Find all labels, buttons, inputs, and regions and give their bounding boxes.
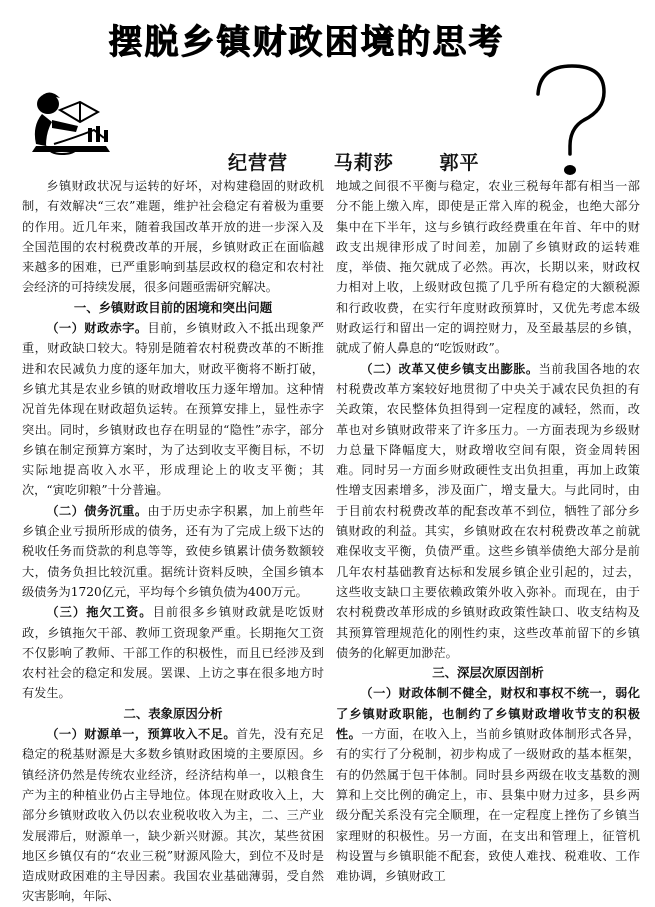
paragraph bbox=[22, 602, 324, 703]
person-reading-illustration bbox=[24, 86, 116, 166]
article-title: 摆脱乡镇财政困境的思考 bbox=[108, 22, 504, 62]
paragraph bbox=[22, 724, 324, 907]
paragraph-body: 首先，没有充足稳定的税基财源是大多数乡镇财政困境的主要原因。乡镇经济仍然是传统农业经济，经济结构单一，以粮食生产为主的种植业仍占主导地位。体现在财政收入上，大部分乡镇财政收入仍以农业税收收入为主，二、三产业发展滞后，财源单一，缺少新兴财源。其次，某些贫困地区乡镇仅有的“农业三税”财源风险大，到位不及时是造成财政困难的主导因素。我国农业基础薄弱，受自然灾害影响，年际、 bbox=[22, 727, 325, 904]
paragraph bbox=[336, 683, 640, 886]
author-name: 纪营营 bbox=[228, 152, 289, 174]
paragraph-lead: （一）财政赤字。 bbox=[46, 321, 148, 336]
right-column bbox=[336, 176, 640, 884]
intro-paragraph: 乡镇财政状况与运转的好坏，对构建稳固的财政机制，有效解决“三农”难题，维护社会稳定有着极为重要的作用。近几年来，随着我国改革开放的进一步深入及全国范围的农村税费改革的开展，乡镇财政正在面临越来越多的困难，已严重影响到基层政权的稳定和农村社会经济的可持续发展，很多问题亟需研究解决。 bbox=[22, 179, 324, 295]
paragraph bbox=[22, 501, 324, 602]
author-name: 郭平 bbox=[439, 152, 480, 174]
paragraph-lead: （一）财政体制不健全，财权和事权不统一，弱化了乡镇财政职能，也制约了乡镇财政增收节支的积极性。 bbox=[336, 686, 640, 742]
paragraph bbox=[22, 318, 324, 501]
left-column bbox=[22, 176, 325, 904]
paragraph-body: 由于历史赤字积累，加上前些年乡镇企业亏损所形成的债务，还有为了完成上级下达的税收任务而贷款的利息等等，致使乡镇累计债务数额较大，债务负担比较沉重。据统计资料反映，全国乡镇本级债务为1720亿元，平均每个乡镇负债为400万元。 bbox=[22, 503, 325, 599]
paragraph-lead: （一）财源单一，预算收入不足。 bbox=[46, 727, 236, 742]
paragraph-body: 当前我国各地的农村税费改革方案较好地贯彻了中央关于减农民负担的有关政策，农民整体负担得到一定程度的减轻，然而，改革也对乡镇财政带来了许多压力。一方面表现为乡级财力总量下降幅度大，财政增收空间有限，资金周转困难。同时另一方面乡财政硬性支出负担重，再加上政策性增支因素增多，涉及面广，增支量大。与此同时，由于目前农村税费改革的配套改革不到位，牺牲了部分乡镇财政的利益。其实，乡镇财政在农村税费改革之前就难保收支平衡，负债严重。这些乡镇举债绝大部分是前几年农村基础教育达标和发展乡镇企业引起的，过去，这些收支缺口主要依赖政策外收入弥补。而现在，由于农村税费改革形成的乡镇财政政策性缺口、收支结构及其预算管理规范化的刚性约束，这些改革前留下的乡镇债务的化解更加渺茫。 bbox=[336, 361, 640, 660]
paragraph: 地域之间很不平衡与稳定，农业三税每年都有相当一部分不能上缴入库，即使是正常入库的税金，也绝大部分集中在下半年，这与乡镇行政经费重在年首、年中的财政支出规律形成了时间差，加剧了乡镇财政的运转难度，举债、拖欠就成了必然。再次，长期以来，财政权力相对上收，上级财政包揽了几乎所有稳定的大额税源和行政收费，在实行年度财政预算时，又优先考虑本级财政运行和留出一定的调控财力，及至最基层的乡镇，就成了俯人鼻息的“吃饭财政”。 bbox=[336, 179, 640, 356]
paragraph bbox=[336, 359, 640, 663]
question-mark-icon bbox=[520, 60, 615, 180]
paragraph-body: 一方面，在收入上，当前乡镇财政体制形式各异，有的实行了分税制，初步构成了一级财政的基本框架，有的仍然属于包干体制。同时县乡两级在收支基数的测算和上交比例的确定上，市、县集中财力过多，县乡两级分配关系没有完全顺理，在一定程度上挫伤了乡镇当家理财的积极性。另一方面，在支出和管理上，征管机构设置与乡镇职能不配套，致使人难找、税难收、工作难协调，乡镇财政工 bbox=[336, 727, 640, 884]
paragraph-lead: （二）改革又使乡镇支出膨胀。 bbox=[360, 361, 539, 376]
section-heading: 一、乡镇财政目前的困境和突出问题 bbox=[73, 299, 273, 315]
paragraph-body: 目前很多乡镇财政就是吃饭财政，乡镇拖欠干部、教师工资现象严重。长期拖欠工资不仅影响了教师、干部工作的积极性，而且已经涉及到农村社会的稳定和发展。罢课、上访之事在很多地方时有发生。 bbox=[22, 605, 325, 701]
section-heading: 三、深层次原因剖析 bbox=[432, 665, 544, 681]
paragraph-lead: （三）拖欠工资。 bbox=[46, 605, 153, 620]
author-name: 马莉莎 bbox=[333, 152, 394, 174]
paragraph-lead: （二）债务沉重。 bbox=[46, 503, 148, 518]
paragraph-body: 目前，乡镇财政入不抵出现象严重，财政缺口较大。特别是随着农村税费改革的不断推进和农民减负力度的逐年加大，财政平衡将不断打破，乡镇尤其是农业乡镇的财政增收压力逐年增加。这种情况首先体现在财政超负运转。在预算安排上，显性赤字突出。同时，乡镇财政也存在明显的“隐性”赤字，部分乡镇在制定预算方案时，为了达到收支平衡目标，不切实际地提高收入水平，形成理论上的收支平衡；其次，“寅吃卯粮”十分普遍。 bbox=[22, 321, 325, 498]
section-heading: 二、表象原因分析 bbox=[123, 705, 223, 721]
authors bbox=[228, 148, 528, 175]
